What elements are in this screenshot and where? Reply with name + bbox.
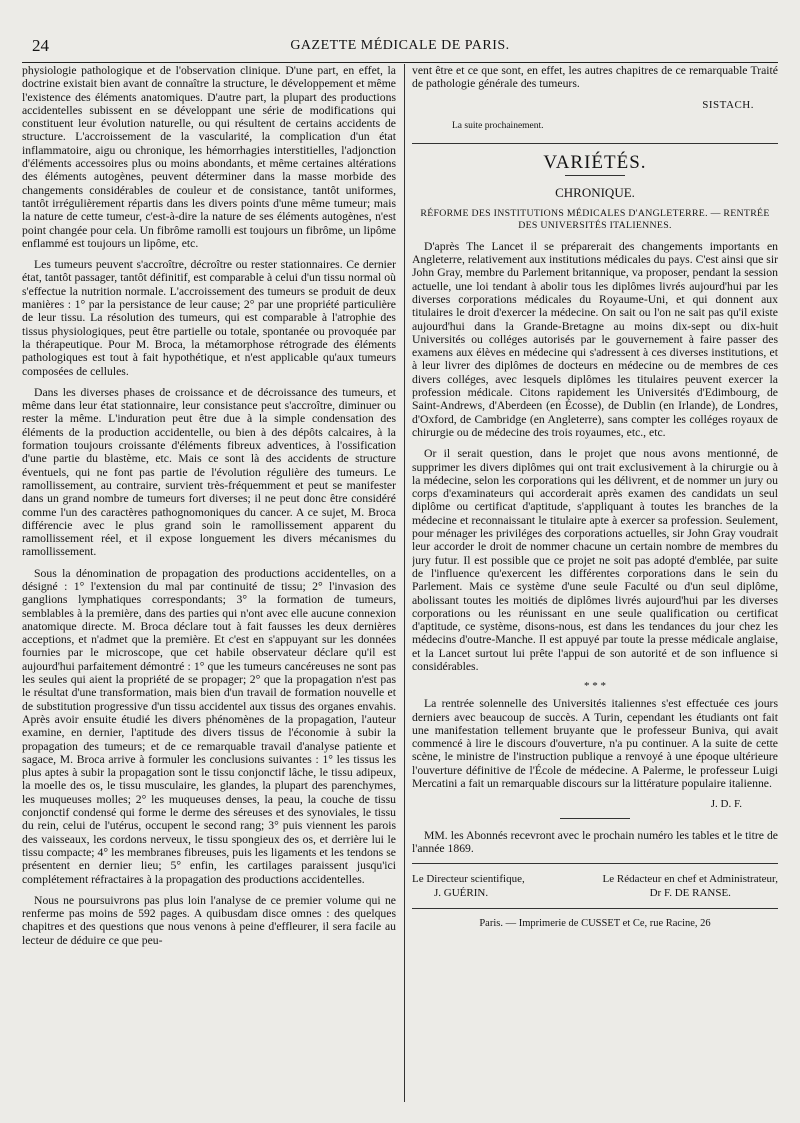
right-column (412, 64, 778, 1104)
left-paragraph-2: Les tumeurs peuvent s'accroître, décroître ou rester stationnaires. Ce dernier état, tantôt passager, tantôt définitif, est comparable à celui d'un tissu normal où s'effectue la nutrition normale. L'accroissement des tumeurs se produit de deux manières : 1° par la persistance de leur cause; 2° par une propriété particulière de leur tissu. La résolution des tumeurs, qui est comparable à l'atrophie des tissus physiologiques, peut être partielle ou totale, spontanée ou provoquée par la thérapeutique. Pour M. Broca, la métamorphose rétrograde des éléments pathologiques est tout à fait hypothétique, et n'est applicable qu'aux tumeurs composées de cellules. (22, 258, 396, 378)
editorial-credits (412, 872, 778, 900)
title-rule (565, 175, 625, 176)
article-title: RÉFORME DES INSTITUTIONS MÉDICALES D'ANGLETERRE. — RENTRÉE DES UNIVERSITÉS ITALIENNES. (420, 207, 770, 231)
printer-imprint: Paris. — Imprimerie de CUSSET et Ce, rue Racine, 26 (479, 918, 711, 930)
director-label: Le Directeur scientifique, (412, 873, 525, 886)
editor-block (603, 872, 778, 900)
notice-rule (560, 818, 630, 819)
printer-divider (412, 908, 778, 909)
chronicle-paragraph-2: Or il serait question, dans le projet que nous avons mentionné, de supprimer les divers diplômes qui ont trait exclusivement à la chirurgie ou à la médecine, selon les corporations qui les délivrent, et de nommer un jury ou corps d'examinateurs qui accorderait après examen des candidats un seul diplôme ou certificat d'aptitude, s'appliquant à toutes les branches de la médecine et reconnaissant le titulaire apte à exercer sa profession. Seulement, pour ménager les priviléges des corporations actuelles, sir John Gray voudrait leur accorder le droit de nommer chacune un certain nombre de membres du jury futur. Il est possible que ce projet ne soit pas adopté d'emblée, par suite de l'influence qu'exercent les différentes corporations dans le sein du Parlement. Mais ce système d'une seule Faculté ou d'un seul diplôme, abolissant toutes les moitiés de diplômes livrés aujourd'hui par les diverses corporations ou les réunissant en une seule qualification ou certificat d'aptitude, ce système, disons-nous, est dans les tendances du jour chez les médecins d'outre-Manche. Il est appuyé par toute la presse médicale anglaise, et la Lancet surtout lui prête l'appui de son autorité et de son influence si considérables. (412, 447, 778, 673)
review-continuation: vent être et ce que sont, en effet, les autres chapitres de ce remarquable Traité de pathologie générale des tumeurs. (412, 64, 778, 91)
left-paragraph-5: Nous ne poursuivrons pas plus loin l'analyse de ce premier volume qui ne renferme pas moins de 592 pages. A quibusdam disce omnes : des quelques chapitres et des questions que nous venons à peine d'effleurer, il sera facile au lecteur de déduire ce que peu- (22, 893, 396, 947)
subscribers-notice: MM. les Abonnés recevront avec le prochain numéro les tables et le titre de l'année 1869. (412, 828, 778, 855)
left-paragraph-3: Dans les diverses phases de croissance et de décroissance des tumeurs, et même dans leur état stationnaire, leur consistance peut s'accroître, diminuer ou rester la même. L'induration peut être due à la simple condensation des éléments de la production accidentelle, ou bien à des dépôts calcaires, à la formation toujours croissante d'éléments fibreux adventices, à l'ossification d'une partie du blastème, etc. Mais ce sont là des accidents de structure éventuels, qui ne font pas partie de l'évolution régulière des tumeurs. Le ramollissement, au contraire, survient très-fréquemment et peut se manifester dans un grand nombre de tumeurs fort diverses; il ne peut donc être considéré comme l'un des caractères pathognomoniques du cancer. A ce sujet, M. Broca différencie avec le plus grand soin le ramollissement apparent du ramollissement réel, et il expose longuement les divers mécanismes du ramollissement. (22, 385, 396, 559)
credits-divider (412, 863, 778, 864)
left-column (22, 64, 396, 1104)
director-block (412, 872, 525, 900)
chronicle-signature: J. D. F. (710, 798, 742, 811)
column-divider (404, 64, 405, 1102)
page-number: 24 (32, 36, 49, 55)
review-signature: SISTACH. (702, 98, 754, 111)
editor-name: Dr F. DE RANSE. (649, 887, 731, 900)
chronicle-paragraph-3: La rentrée solennelle des Universités italiennes s'est effectuée ces jours derniers avec beaucoup de succès. A Turin, cependant les étudiants ont fait une manifestation tellement bruyante que le professeur Buniva, qui avait commencé à lire le discours d'ouverture, n'a pu continuer. A la suite de cette scène, le ministre de l'instruction publique a renvoyé à une époque ultérieure l'ouverture définitive de l'École de médecine. A Palerme, le professeur Luigi Mercatini a fait un remarquable discours sur la littérature populaire italienne. (412, 697, 778, 791)
section-subtitle: CHRONIQUE. (555, 185, 635, 201)
section-divider (412, 143, 778, 144)
to-be-continued-note: La suite prochainement. (452, 120, 544, 131)
gazette-title: GAZETTE MÉDICALE DE PARIS. (290, 38, 510, 53)
left-paragraph-4: Sous la dénomination de propagation des productions accidentelles, on a désigné : 1° l'extension du mal par continuité de tissu; 2° l'invasion des ganglions lymphatiques correspondants; 3° la formation de tumeurs, semblables à la première, dans des parties qui n'ont avec elle aucune connexion anatomique directe. M. Broca déclare tout à fait fausses les deux dernières acceptions, et n'admet que la première. Et c'est en s'appuyant sur les données fournies par le microscope, que cet habile observateur déclare qu'il est aujourd'hui parfaitement démontré : 1° que les tumeurs cancéreuses ne sont pas les seules qui aient la propriété de se propager; 2° que la propagation n'est pas le résultat d'une transformation, mais bien d'un travail de formation nouvelle et de substitution progressive d'un tissu accidentel aux tissus des organes envahis. Après avoir ensuite étudié les divers phénomènes de la propagation, l'auteur examine, en dernier, l'aptitude des divers tissus de l'économie à subir la propagation des tumeurs; et de ce remarquable travail d'analyse patiente et sagace, M. Broca arrive à formuler les conclusions suivantes : 1° les tissus les plus aptes à subir la propagation sont le tissu conjonctif lâche, le tissu adipeux, la moelle des os, le tissu musculaire, les glandes, la plupart des parenchymes, les muqueuses molles; 2° les muqueuses denses, la peau, la couche de tissu conjonctif condensé qui forme le derme des séreuses et des synoviales, le tissu du rein, celui de l'utérus, occupent le second rang; 3° puis viennent les parois des vaisseaux, les cordons nerveux, le tissu spongieux des os, et derrière lui le tissu compacte; 4° les membranes fibreuses, puis les ligaments et les tendons se présentent en dernier lieu; 5° enfin, les cartilages paraissent jusqu'ici complétement réfractaires à la propagation des productions accidentelles. (22, 566, 396, 886)
director-name: J. GUÉRIN. (434, 887, 489, 900)
left-paragraph-1: physiologie pathologique et de l'observation clinique. D'une part, en effet, la doctrine existait bien avant de connaître la structure, le développement et même l'existence des éléments anatomiques. D'autre part, la plupart des productions accidentelles subissent en se développant une série de modifications qui constituent leur évolution naturelle, ou qui résultent de certains accidents de structure. L'accroissement de la vascularité, la complication d'un état inflammatoire, aigu ou chronique, les hémorrhagies interstitielles, l'adjonction d'éléments accessoires plus ou moins abondants, et même certaines altérations des éléments autogènes, peuvent déterminer dans la masse morbide des changements considérables de couleur et de consistance, tantôt uniformes, tantôt irrégulièrement répartis dans les divers points d'une même tumeur; mais la nature de cette tumeur, c'est-à-dire la nature de ses éléments autogènes, n'est point changée pour cela. Un fibrôme ramolli est toujours un fibrôme, un lipôme enflammé est toujours un lipôme, etc. (22, 64, 396, 250)
chronicle-paragraph-1: D'après The Lancet il se préparerait des changements importants en Angleterre, relativement aux institutions médicales du pays. C'est ainsi que sir John Gray, membre du Parlement britannique, va proposer, pendant la session actuelle, une loi tendant à abolir tous les diplômes livrés aujourd'hui par les diverses corporations médicales du Royaume-Uni, et qui donnent aux titulaires le droit d'exercer la médecine. On sait ou l'on ne sait pas qu'il existe aujourd'hui dans la Grande-Bretagne au moins dix-sept ou dix-huit Universités ou colléges autorisés par le gouvernement à faire passer des examens aux élèves en médecine qui s'adressent à ces diverses institutions, et à leur livrer des diplômes de docteurs en médecine ou de membres de ces divers colléges, avec lesquels diplômes les titulaires peuvent exercer la profession médicale. Citons rapidement les Universités d'Edimbourg, de Saint-Andrews, d'Aberdeen (en Écosse), de Dublin (en Irlande), de Londres, d'Oxford, de Cambridge (en Angleterre), sans compter les colléges royaux de chirurgie ou de médecine des trois royaumes, etc., etc. (412, 239, 778, 439)
page-header (22, 36, 778, 63)
editor-label: Le Rédacteur en chef et Administrateur, (602, 873, 778, 886)
section-title: VARIÉTÉS. (543, 152, 647, 174)
asterism: * * * (584, 680, 606, 693)
